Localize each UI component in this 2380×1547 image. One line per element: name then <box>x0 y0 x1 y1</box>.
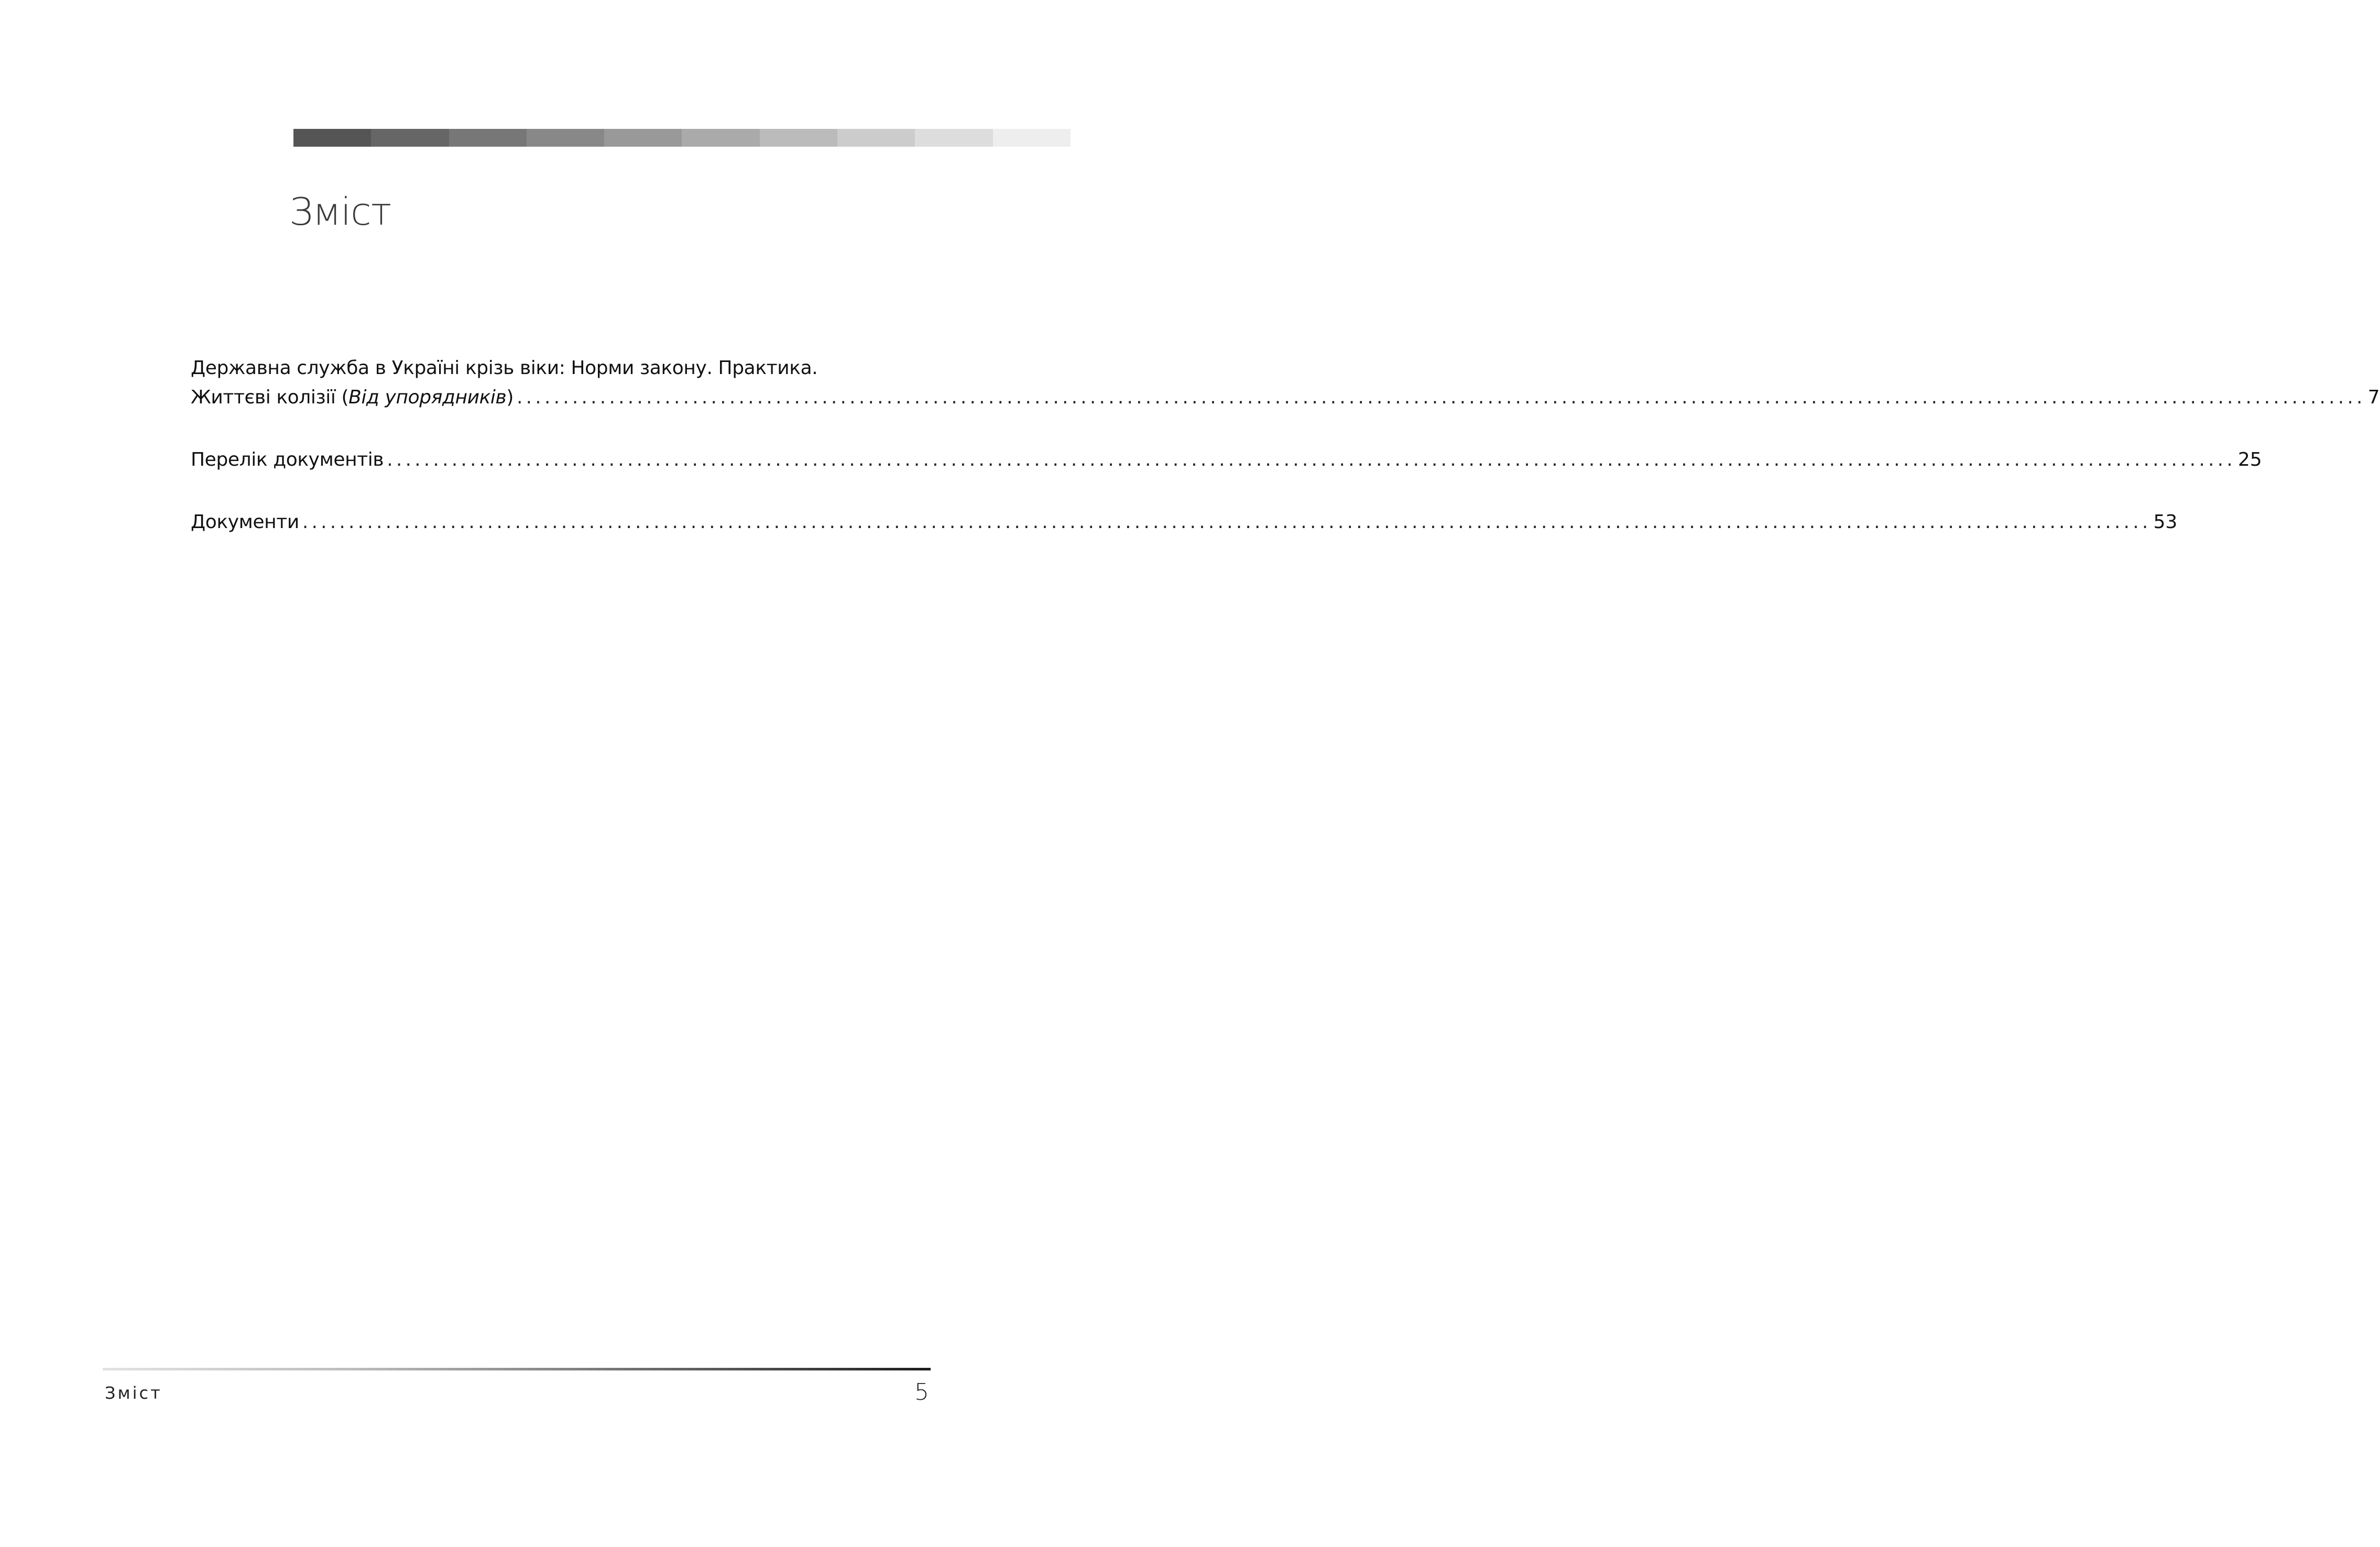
toc-page-number: 53 <box>2153 511 2178 533</box>
toc-entry-title-part: ) <box>506 387 514 408</box>
header-bar-segment <box>527 129 604 147</box>
toc-dot-leader: ........................................................................................................................................................................................................ <box>387 449 2236 470</box>
header-gradient-bar <box>293 129 1071 147</box>
header-bar-segment <box>371 129 449 147</box>
toc-entry-title: Документи <box>191 511 299 533</box>
header-bar-segment <box>837 129 915 147</box>
toc-dot-leader: ........................................................................................................................................................................................................ <box>517 387 2366 408</box>
page-title: Зміст <box>289 190 391 234</box>
footer-gradient-rule <box>103 1368 931 1370</box>
footer-page-number: 5 <box>914 1379 929 1406</box>
header-bar-segment <box>604 129 682 147</box>
header-bar-segment <box>760 129 837 147</box>
toc-page-number: 25 <box>2237 449 2262 470</box>
toc-page-number: 7 <box>2367 387 2380 408</box>
header-bar-segment <box>682 129 759 147</box>
toc-entry-title-continued <box>191 383 514 412</box>
header-bar-segment <box>993 129 1071 147</box>
toc-entry-title-italic: Від упорядників <box>348 387 507 408</box>
toc-dot-leader: ........................................................................................................................................................................................................ <box>302 511 2152 533</box>
header-bar-segment <box>293 129 371 147</box>
toc-entry-line <box>191 383 2380 412</box>
header-bar-segment <box>915 129 992 147</box>
toc-entry[interactable] <box>191 445 2262 475</box>
header-bar-segment <box>449 129 527 147</box>
toc-entry-title: Державна служба в Україні крізь віки: Норми закону. Практика. <box>191 357 818 379</box>
toc-entry-title: Перелік документів <box>191 449 384 470</box>
toc-entry[interactable] <box>191 354 2380 412</box>
toc-entry[interactable] <box>191 508 2178 537</box>
toc-entry-title-part: Життєві колізії ( <box>191 387 349 408</box>
toc-entry-line <box>191 354 931 383</box>
footer-section-label: Зміст <box>105 1383 162 1403</box>
toc-entry-line <box>191 508 2178 537</box>
table-of-contents <box>191 354 2380 537</box>
toc-entry-line <box>191 445 2262 475</box>
